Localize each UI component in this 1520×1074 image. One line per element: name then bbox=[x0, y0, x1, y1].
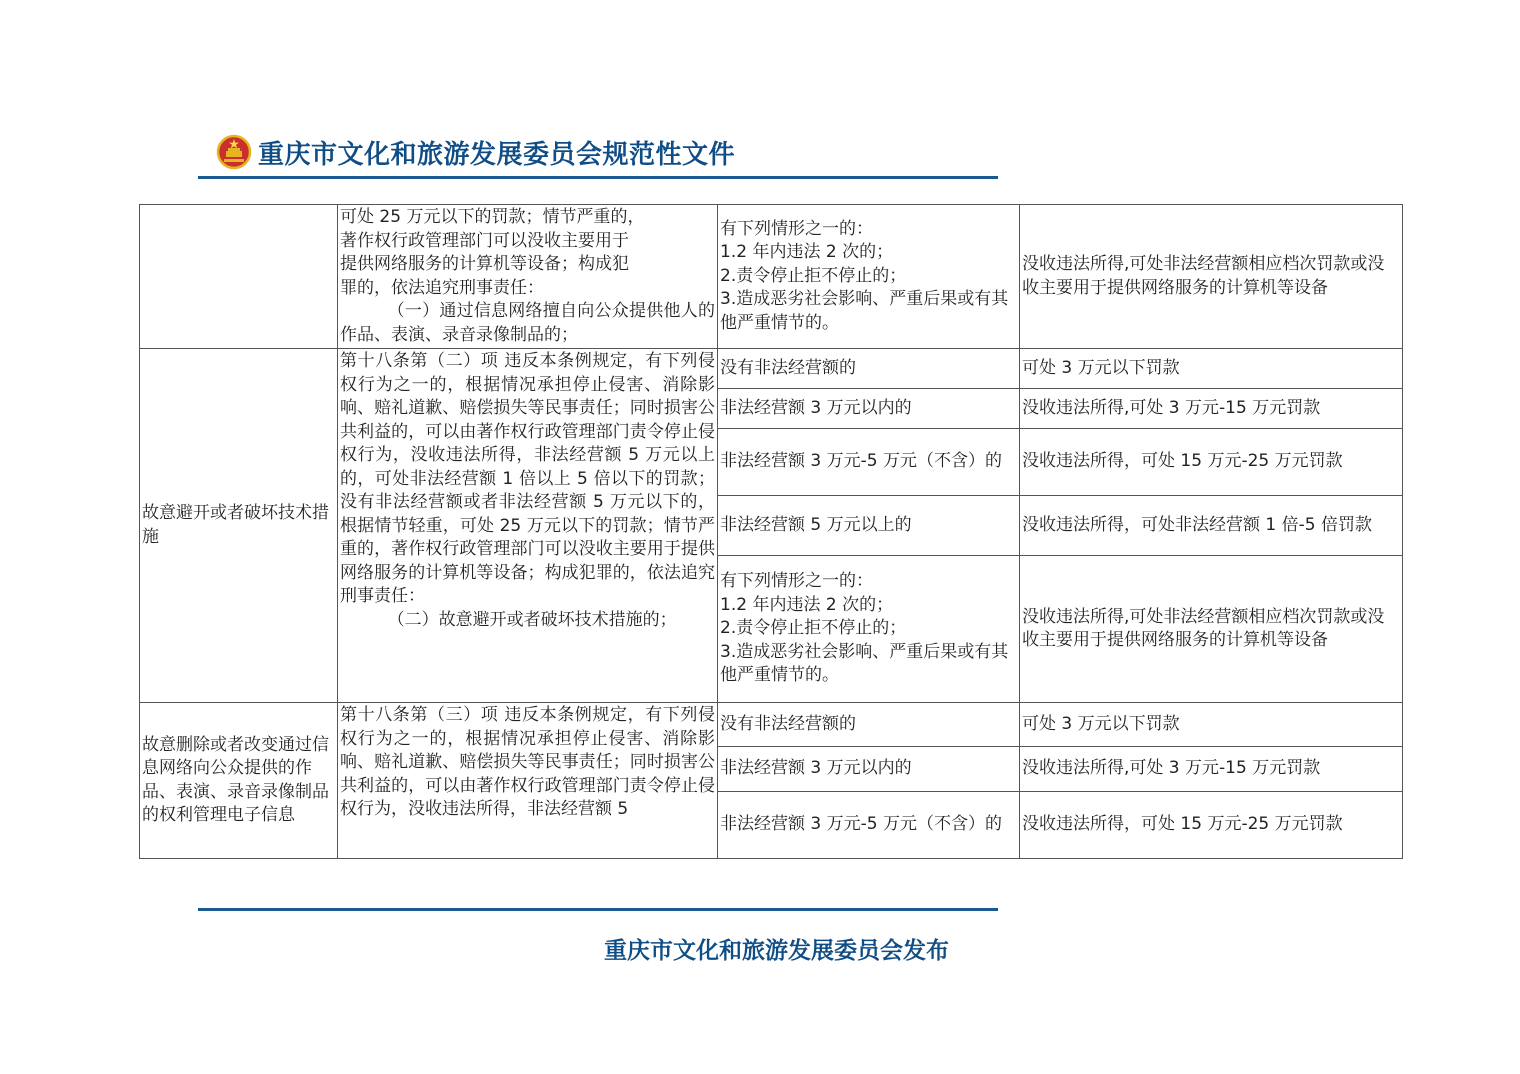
behavior-cell bbox=[140, 205, 338, 349]
law-cell bbox=[338, 703, 718, 859]
penalty-cell: 没收违法所得,可处非法经营额相应档次罚款或没收主要用于提供网络服务的计算机等设备 bbox=[1020, 205, 1403, 349]
header-title: 重庆市文化和旅游发展委员会规范性文件 bbox=[258, 139, 736, 170]
header-divider bbox=[198, 176, 998, 179]
table-row bbox=[140, 205, 1403, 349]
law-line: 提供网络服务的计算机等设备；构成犯 bbox=[340, 254, 629, 274]
footer-publisher: 重庆市文化和旅游发展委员会发布 bbox=[604, 937, 949, 964]
behavior-cell: 故意避开或者破坏技术措施 bbox=[140, 349, 338, 703]
law-line: 罪的，依法追究刑事责任： bbox=[340, 277, 544, 298]
penalty-cell: 可处 3 万元以下罚款 bbox=[1020, 703, 1403, 747]
behavior-cell: 故意删除或者改变通过信息网络向公众提供的作品、表演、录音录像制品的权利管理电子信息 bbox=[140, 703, 338, 859]
law-cell bbox=[338, 349, 718, 703]
penalty-cell: 没收违法所得,可处 3 万元-15 万元罚款 bbox=[1020, 389, 1403, 429]
national-emblem-icon bbox=[216, 134, 252, 170]
document-header bbox=[216, 132, 735, 172]
table-row bbox=[140, 703, 1403, 747]
penalty-cell: 可处 3 万元以下罚款 bbox=[1020, 349, 1403, 389]
footer-divider bbox=[198, 908, 998, 911]
penalty-cell: 没收违法所得，可处非法经营额 1 倍-5 倍罚款 bbox=[1020, 496, 1403, 556]
circumstance-cell: 有下列情形之一的： 1.2 年内违法 2 次的； 2.责令停止拒不停止的； 3.造成恶劣社会影响、严重后果或有其他严重情节的。 bbox=[718, 556, 1020, 703]
penalty-table bbox=[139, 204, 1403, 859]
law-text: 第十八条第（三）项 违反本条例规定，有下列侵权行为之一的，根据情况承担停止侵害、消除影响、赔礼道歉、赔偿损失等民事责任；同时损害公共利益的，可以由著作权行政管理部门责令停止侵权行为，没收违法所得，非法经营额 5 bbox=[340, 705, 715, 819]
law-item: （一）通过信息网络擅自向公众提供他人的作品、表演、录音录像制品的； bbox=[340, 301, 715, 345]
circumstance-cell: 没有非法经营额的 bbox=[718, 703, 1020, 747]
penalty-cell: 没收违法所得,可处非法经营额相应档次罚款或没收主要用于提供网络服务的计算机等设备 bbox=[1020, 556, 1403, 703]
law-item: （二）故意避开或者破坏技术措施的； bbox=[387, 609, 677, 630]
penalty-cell: 没收违法所得,可处 3 万元-15 万元罚款 bbox=[1020, 747, 1403, 792]
table-row bbox=[140, 349, 1403, 389]
circumstance-cell: 没有非法经营额的 bbox=[718, 349, 1020, 389]
circumstance-cell: 非法经营额 3 万元以内的 bbox=[718, 747, 1020, 792]
law-line: 著作权行政管理部门可以没收主要用于 bbox=[340, 230, 629, 251]
law-line: 可处 25 万元以下的罚款；情节严重的， bbox=[340, 207, 645, 227]
law-cell bbox=[338, 205, 718, 349]
circumstance-cell: 非法经营额 3 万元以内的 bbox=[718, 389, 1020, 429]
circumstance-cell: 有下列情形之一的： 1.2 年内违法 2 次的； 2.责令停止拒不停止的； 3.造成恶劣社会影响、严重后果或有其他严重情节的。 bbox=[718, 205, 1020, 349]
circumstance-cell: 非法经营额 5 万元以上的 bbox=[718, 496, 1020, 556]
penalty-cell: 没收违法所得，可处 15 万元-25 万元罚款 bbox=[1020, 429, 1403, 496]
circumstance-cell: 非法经营额 3 万元-5 万元（不含）的 bbox=[718, 429, 1020, 496]
law-text: 第十八条第（二）项 违反本条例规定，有下列侵权行为之一的，根据情况承担停止侵害、消除影响、赔礼道歉、赔偿损失等民事责任；同时损害公共利益的，可以由著作权行政管理部门责令停止侵权行为，没收违法所得，非法经营额 5 万元以上的，可处非法经营额 1 倍以上 5 倍以下的罚款；没有非法经营额或者非法经营额 5 万元以下的，根据情节轻重，可处 25 万元以下的罚款；情节严重的，著作权行政管理部门可以没收主要用于提供网络服务的计算机等设备；构成犯罪的，依法追究刑事责任： bbox=[340, 351, 715, 606]
circumstance-cell: 非法经营额 3 万元-5 万元（不含）的 bbox=[718, 792, 1020, 859]
penalty-cell: 没收违法所得，可处 15 万元-25 万元罚款 bbox=[1020, 792, 1403, 859]
